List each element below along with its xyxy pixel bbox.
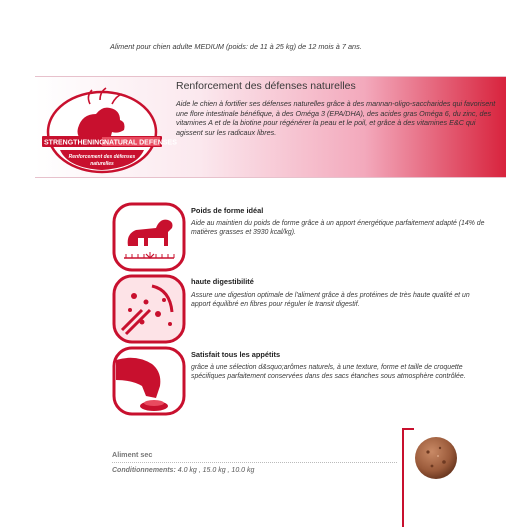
feature-title-weight: Poids de forme idéal: [191, 206, 264, 215]
dry-food-title: Aliment sec: [112, 450, 153, 459]
feature-text-digestibility: Assure une digestion optimale de l'aliment grâce à des protéines de très haute qualité et un apport équilibré en fibres pour réguler le transit digestif.: [191, 292, 470, 309]
feature-text-appetite: grâce à une sélection d&squo;arômes naturels, à une texture, forme et taille de croquette spécifiques parfaitement conservées dans des sacs étanches sous atmosphère contrôlée.: [191, 364, 466, 381]
badge-sub-line1: Renforcement des défenses: [68, 154, 136, 160]
digestion-icon: [112, 274, 186, 344]
product-intro: Aliment pour chien adulte MEDIUM (poids: de 11 à 25 kg) de 12 mois à 7 ans.: [110, 42, 362, 51]
packaging-line: [112, 467, 254, 474]
dog-eating-bowl-icon: [112, 346, 186, 416]
badge-left-label: STRENGTHENING: [44, 139, 105, 147]
kibble-icon: [412, 434, 460, 482]
packaging-value: 4.0 kg , 15.0 kg , 10.0 kg: [177, 467, 255, 474]
badge-right-label: NATURAL DEFENSES: [104, 139, 177, 147]
hero-title: Renforcement des défenses naturelles: [176, 80, 356, 92]
feature-text-weight: Aide au maintien du poids de forme grâce à un apport énergétique parfaitement adapté (14% de matières grasses et 3930 kcal/kg).: [191, 220, 485, 237]
packaging-label: Conditionnements:: [112, 467, 176, 474]
hero-description: Aide le chien à fortifier ses défenses naturelles grâce à des mannan-oligo-saccharides qui favorisent une flore intestinale bénéfique, à des Oméga 3 (EPA/DHA), des acides gras Oméga 6, du zinc, des vitamines A et de la biotine pour régénérer la peau et le poil, et grâce à des vitamines E&C qui agissent sur les radicaux libres.: [176, 99, 496, 137]
natural-defenses-badge-icon: [38, 80, 177, 176]
badge-sub-line2: naturelles: [90, 161, 114, 167]
feature-title-digestibility: haute digestibilité: [191, 277, 254, 286]
dotted-divider: [112, 462, 397, 463]
dog-on-scale-icon: [112, 202, 186, 272]
feature-title-appetite: Satisfait tous les appétits: [191, 350, 281, 359]
